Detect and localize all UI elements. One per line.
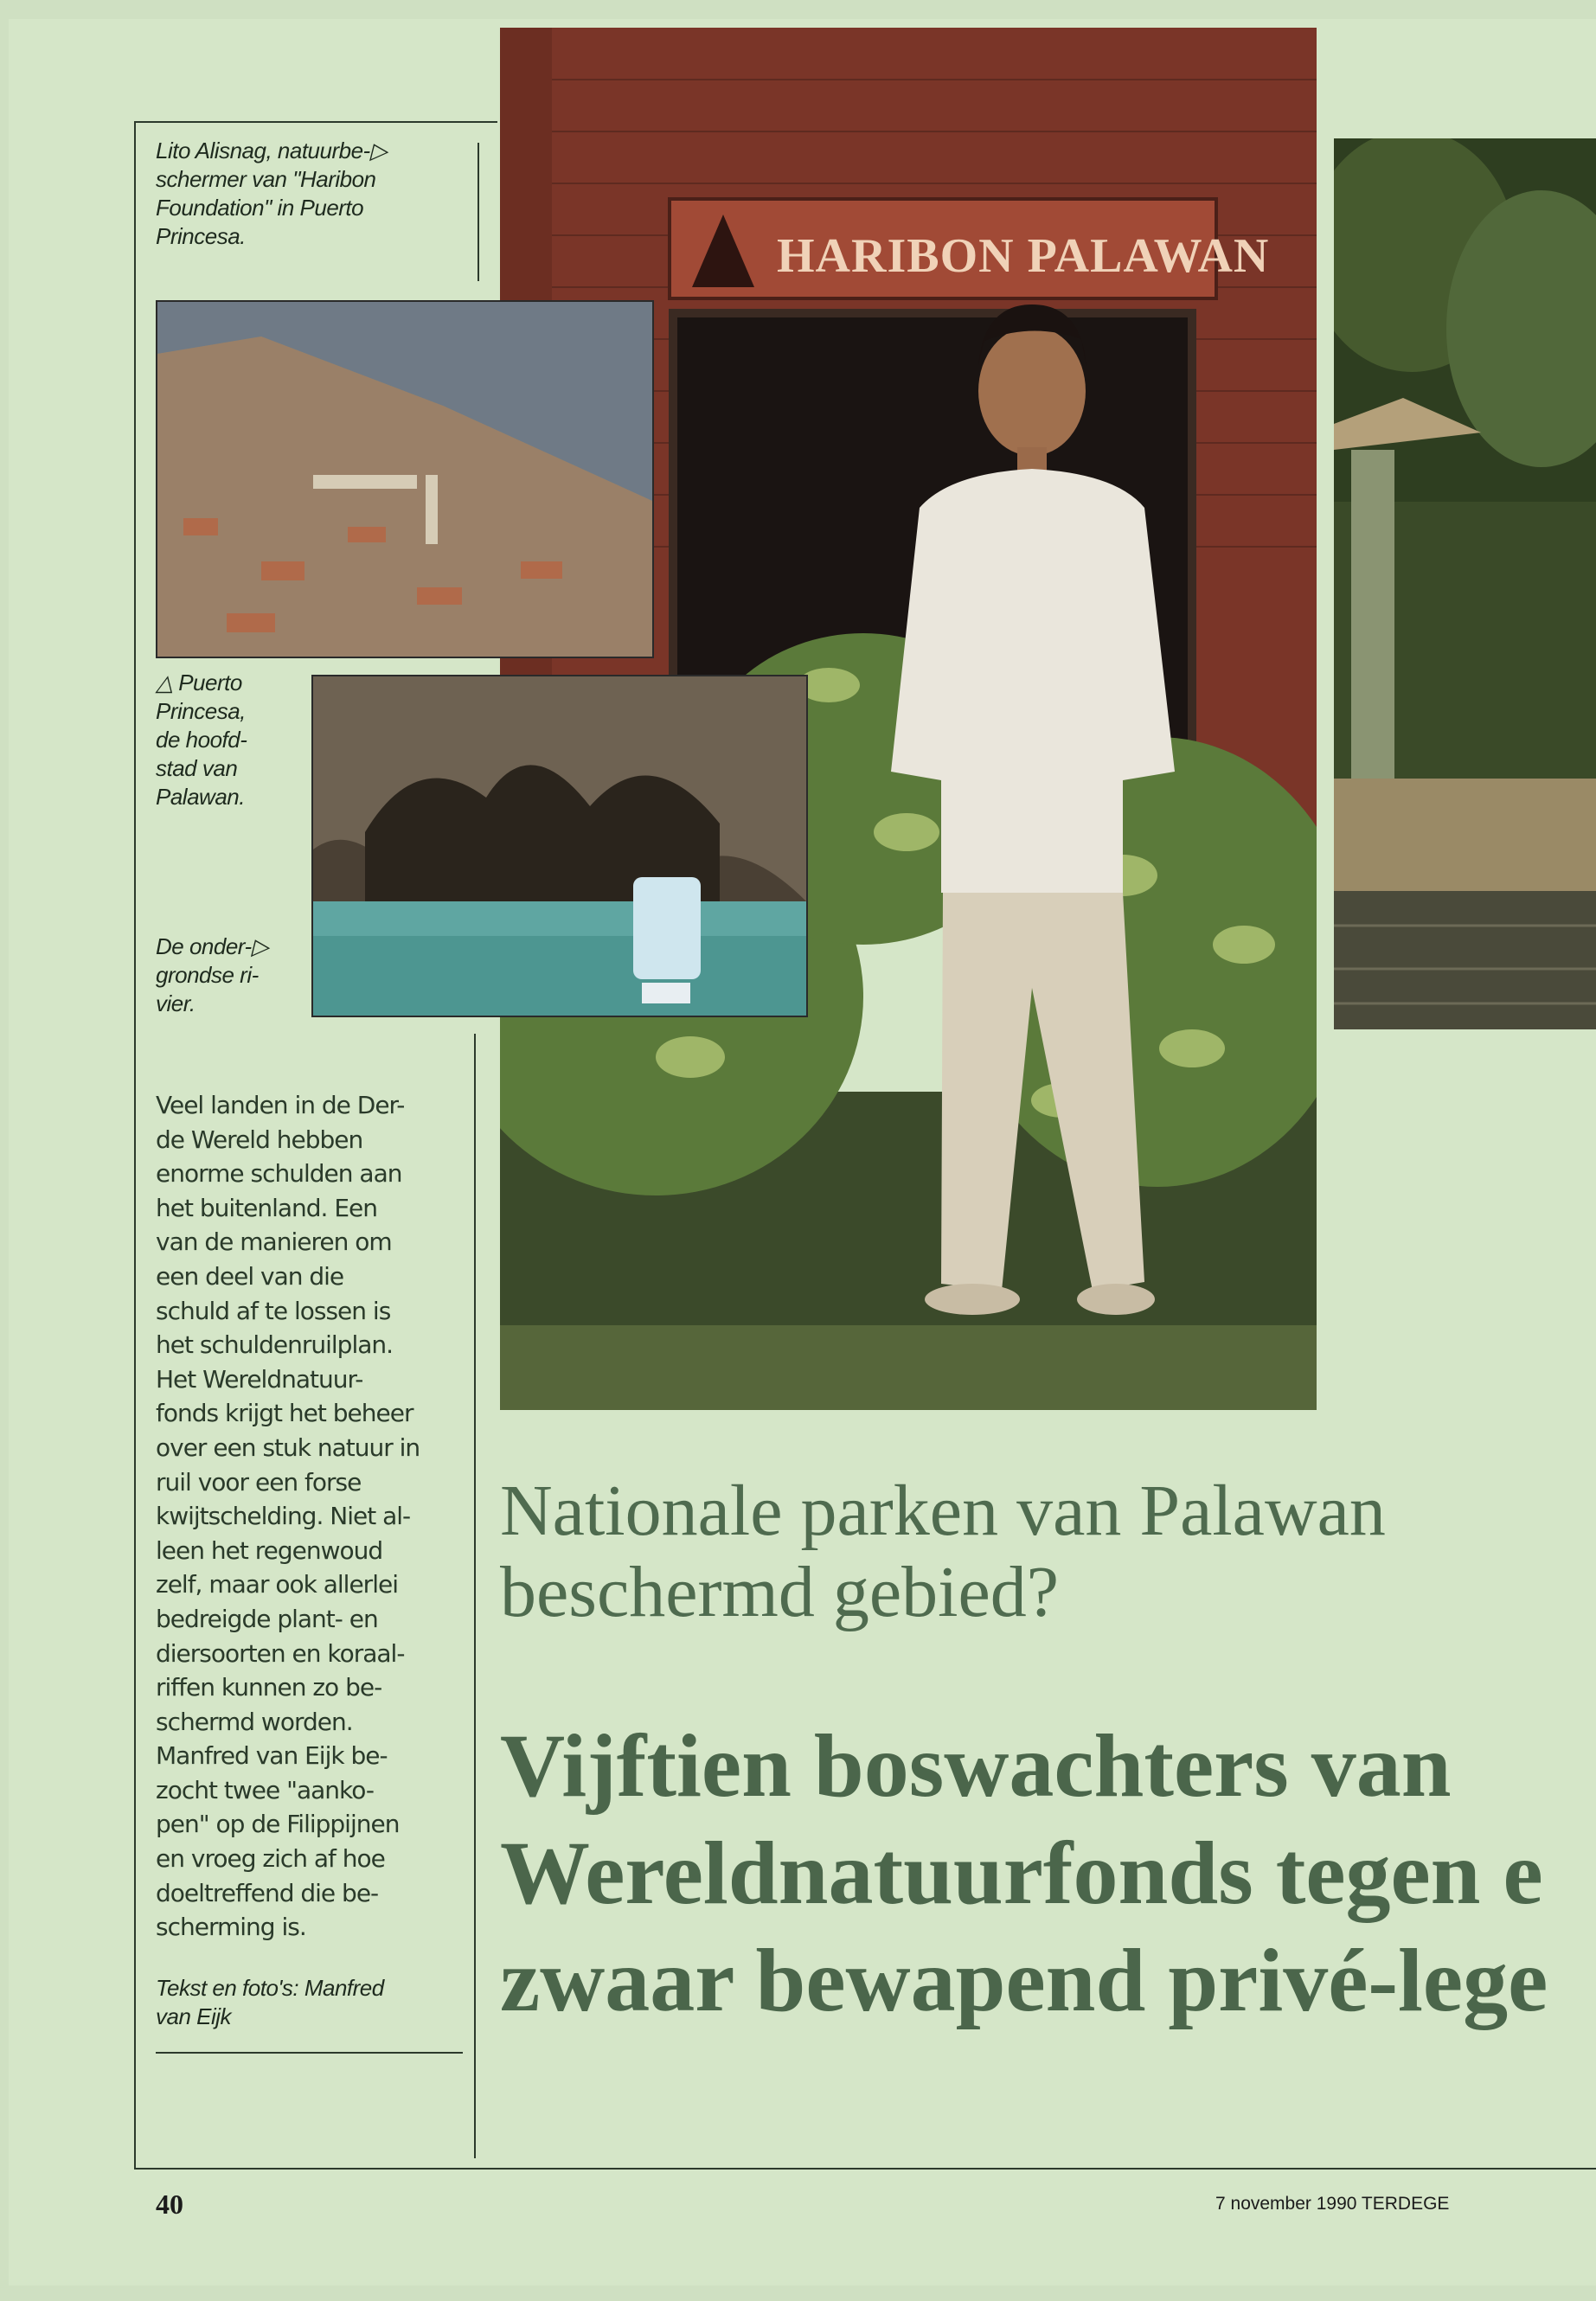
haribon-sign-text: HARIBON PALAWAN xyxy=(777,229,1270,283)
page-number: 40 xyxy=(156,2189,183,2220)
author-credit: Tekst en foto's: Manfred van Eijk xyxy=(156,1975,384,2029)
caption-puerto-princesa: △ Puerto Princesa, de hoofd- stad van Palawan. xyxy=(156,670,247,810)
subheadline: Vijftien boswachters van Wereldnatuurfonds tegen e zwaar bewapend privé-lege xyxy=(500,1716,1548,2030)
caption-underground-river: De onder-▷ grondse ri- vier. xyxy=(156,933,269,1016)
issue-info: 7 november 1990 TERDEGE xyxy=(1215,2194,1450,2214)
caption-lito-alisnag: Lito Alisnag, natuurbe-▷ schermer van "Haribon Foundation" in Puerto Princesa. xyxy=(156,138,388,249)
headline: Nationale parken van Palawan beschermd gebied? xyxy=(500,1471,1386,1632)
intro-paragraph: Veel landen in de Der- de Wereld hebben enorme schulden aan het buitenland. Een van de manieren om een deel van die schuld af te lossen is het schuldenruilplan. Het Wereldnatuur- fonds krijgt het beheer over een stuk natuur in ruil voor een forse kwijtschelding. Niet al- leen het regenwoud zelf, maar ook allerlei bedreigde plant- en diersoorten en koraal- riffen kunnen zo be- schermd worden. Manfred van Eijk be- zocht twee "aanko- pen" op de Filippijnen en vroeg zich af hoe doeltreffend die be- scherming is. xyxy=(156,1091,420,1942)
